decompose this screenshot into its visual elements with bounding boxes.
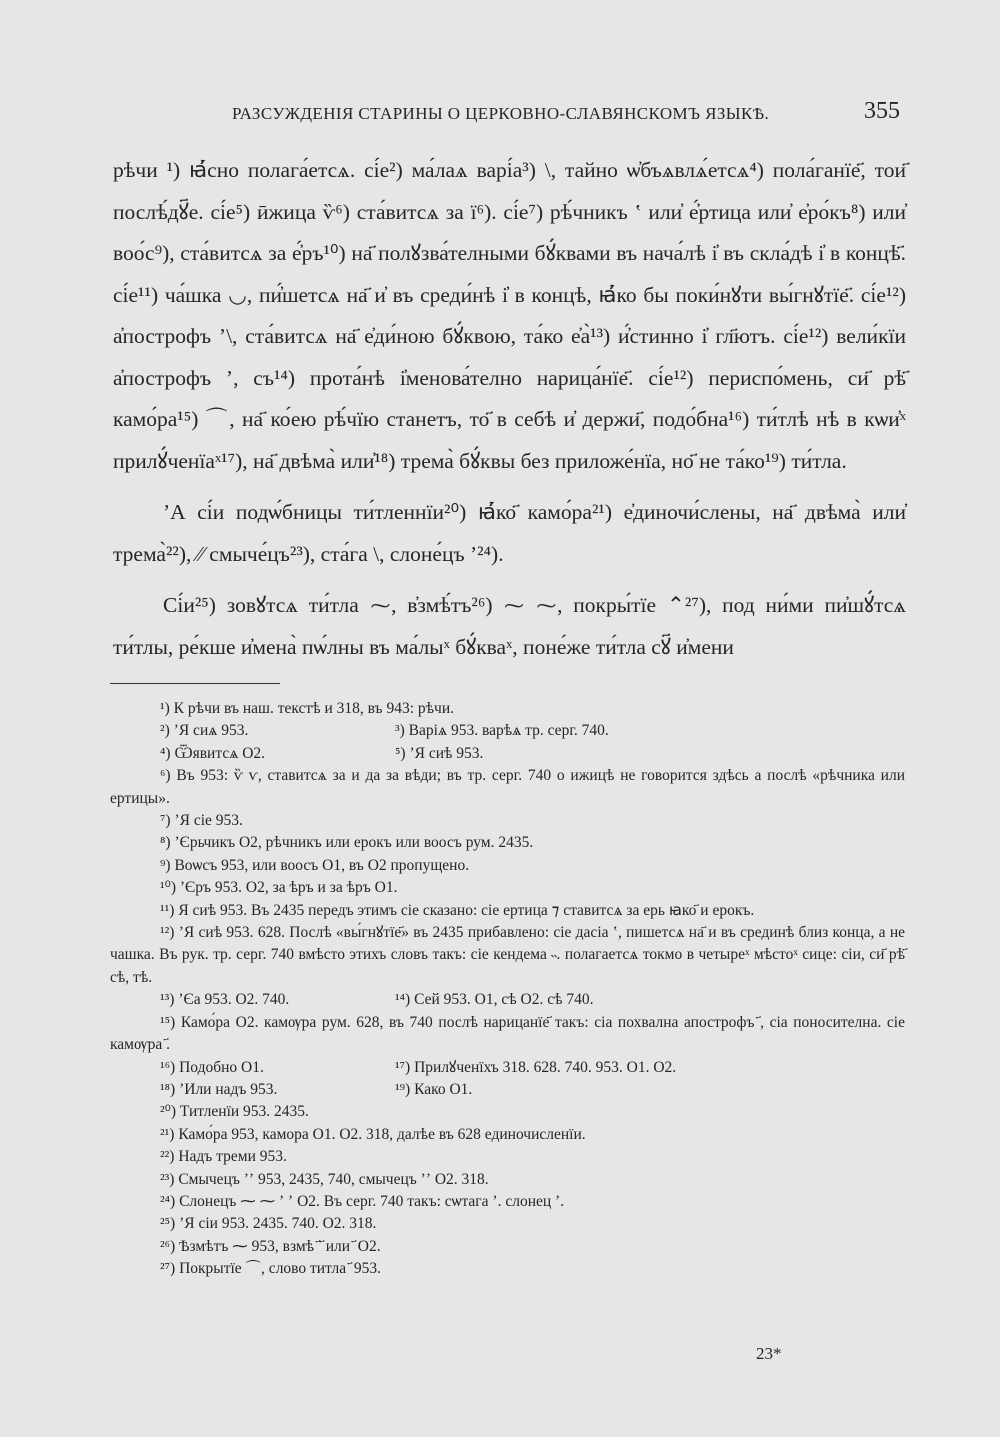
- footnote-16: ¹⁶) Подобно О1.: [160, 1058, 264, 1076]
- footnote-24: ²⁴) Слонецъ ⁓ ⁓ ʼ ʼ О2. Въ серг. 740 такъ: сѡтага ʼ. слонец ʼ.: [160, 1192, 565, 1210]
- footnote-row: [110, 720, 905, 742]
- footnote-6: ⁶) Въ 953: ѷ ѵ, ставитсѧ за и да за вѣди; въ тр. серг. 740 о ижицѣ не говорится здѣсь а послѣ «рѣчника или ертицы».: [110, 767, 905, 807]
- footnote-22: ²²) Надъ треми 953.: [160, 1148, 287, 1166]
- footnote-row: [110, 1079, 905, 1101]
- footnote-5: ⁵) ʼЯ сиѣ 953.: [395, 744, 484, 762]
- running-title: РАЗСУЖДЕНІЯ СТАРИНЫ О ЦЕРКОВНО-СЛАВЯНСКОМЪ ЯЗЫКѢ.: [232, 104, 770, 123]
- footnotes: [110, 698, 905, 1281]
- footnote-27: ²⁷) Покрытїе ⌒, слово титла ҃ 953.: [160, 1260, 381, 1278]
- footnote-9: ⁹) Воѡсъ 953, или воосъ О1, въ О2 пропущено.: [160, 856, 470, 874]
- footnote-20: ²⁰) Титленїи 953. 2435.: [160, 1103, 309, 1121]
- footnote-1: ¹) К рѣчи въ наш. текстѣ и 318, въ 943: рѣчи.: [160, 700, 455, 717]
- footnote-19: ¹⁹) Како О1.: [395, 1080, 473, 1098]
- footnote-row: [110, 1057, 905, 1079]
- footnote-23: ²³) Смычецъ ʼʼ 953, 2435, 740, смычецъ ʼʼ О2. 318.: [160, 1170, 489, 1188]
- footnote-12: ¹²) ʼЯ сиѣ 953. 628. Послѣ «вы́гнꙋтїе҃» въ 2435 прибавлено: сіе дасіа ʽ, пишетсѧ на҃ и въ срединѣ близ конца, а не чашка. Въ рук. тр. серг. 740 вмѣсто этихъ словъ такъ: сіе кендема ˵. полагаетсѧ токмо в четыреˣ мѣстоˣ сице: сіи, си҃ рѣ҃ сѣ, тѣ.: [110, 924, 905, 986]
- paragraph-2: ʼА сі́и подѡ́бницы ти́тленнїи²⁰) ꙗ҆́ко҃ камо́ра²¹) е҆диночи́слены, на҃ двѣма̀ или҆ трема̀²²), ⁄⁄ смыче́цъ²³), ста́га \, слоне́цъ ʼ²⁴).: [113, 500, 906, 566]
- paragraph-1: рѣчи ¹) ꙗ҆́сно полага́етсѧ. сі́е²) ма́лаѧ варі́а³) \, тайно ѡ҆бъѧвлѧ́етсѧ⁴) пола́ганїе҃, тои҃ послѣ́дꙋ҃е. сі́е⁵) ӣжица ѷ⁶) ста́витсѧ за ї⁶). сі́е⁷) рѣ́чникъ ʽ или҆ е҆́ртица или҆ е҆ро́къ⁸) или҆ воо́с⁹), ста́витсѧ за е҆́ръ¹⁰) на҃ полꙋзва́телными бꙋ́квами въ нача́лѣ і҆ въ скла́дѣ і҆ в концѣ҃. сі́е¹¹) ча́шка ◡, пи҆́шетсѧ на҃ и҆ въ среди́нѣ і҆ в концѣ, ꙗ҆́ко бы поки́нꙋти вы́гнꙋтїе҃. сі́е¹²) а҆построфъ ʼ\, ста́витсѧ на҃ е҆ди́ною бꙋ́квою, та́ко е҆а̀¹³) и҆́стинно і҆ гл҃ютъ. сі́е¹²) вели́кїи а҆построфъ ʼ, съ¹⁴) прота́нѣ і҆менова́телно нарица́нїе҃. сі́е¹²) периспо́мень, си҃ рѣ҃ камо́ра¹⁵) ⌒, на҃ ко́ею рѣ́чїю станетъ, то҃ в себѣ и҆ держи҃, подо́бна¹⁶) ти́тлѣ нѣ в кѡи҆ˣ прилꙋ́ченїаˣ¹⁷), на҃ двѣма̀ или҆¹⁸) трема̀ бꙋ́квы без приложе́нїа, но҃ не та́ко¹⁹) ти́тла.: [113, 158, 906, 473]
- footnote-row: [110, 989, 905, 1011]
- footnote-26: ²⁶) Ѣзмѣтъ ⁓ 953, взмѣ ҃ ҃ или ҃ О2.: [160, 1237, 381, 1255]
- signature-mark: 23*: [756, 1344, 782, 1363]
- paragraph-3: Сі́и²⁵) зовꙋтсѧ ти́тла ⁓, в҆змѣ́тъ²⁶) ⁓ ⁓, покры́тїе ⌃²⁷), под ни́ми пи҆шꙋ́тсѧ ти́тлы, ре́кше и҆мена̀ пѡ́лны въ ма́лыˣ бꙋ́кваˣ, поне́же ти́тла сꙋ҃ и҆мени: [113, 593, 906, 659]
- main-text: [113, 150, 906, 668]
- footnote-18: ¹⁸) ʼИли надъ 953.: [160, 1080, 278, 1098]
- footnote-7: ⁷) ʼЯ сіе 953.: [160, 812, 243, 830]
- footnote-separator: [110, 683, 280, 684]
- footnote-17: ¹⁷) Прилꙋченїхъ 318. 628. 740. 953. О1. О2.: [395, 1058, 677, 1076]
- footnote-25: ²⁵) ʼЯ сіи 953. 2435. 740. О2. 318.: [160, 1215, 377, 1233]
- footnote-21: ²¹) Камо́ра 953, камора О1. О2. 318, далѣе въ 628 единочисленїи.: [160, 1125, 586, 1143]
- page-number: 355: [864, 98, 900, 124]
- footnote-4: ⁴) Ѿявитсѧ О2.: [160, 744, 266, 762]
- footnote-15: ¹⁵) Камо́ра О2. камѹра рум. 628, въ 740 послѣ нарицанїе҃ такъ: сіа похвална апострофъ ҃, сіа поносителна. сіе камѹра ҃.: [110, 1013, 905, 1054]
- footnote-2: ²) ʼЯ сиѧ 953.: [160, 722, 249, 740]
- footnote-11: ¹¹) Я сиѣ 953. Въ 2435 передъ этимъ сіе сказано: сіе ертица ⁊ ставитсѧ за ерь ꙗко҃ и ерокъ.: [160, 901, 755, 919]
- footnote-10: ¹⁰) ʼЄръ 953. О2, за ѣръ и за ѣръ О1.: [160, 879, 398, 897]
- footnote-row: [110, 743, 905, 765]
- footnote-8: ⁸) ʼЄрьчикъ О2, рѣчникъ или ерокъ или воосъ рум. 2435.: [160, 834, 534, 852]
- footnote-13: ¹³) ʼЄа 953. О2. 740.: [160, 991, 290, 1009]
- footnote-14: ¹⁴) Сей 953. О1, сѣ О2. сѣ 740.: [395, 991, 594, 1009]
- footnote-3: ³) Варіѧ 953. варѣѧ тр. серг. 740.: [395, 722, 609, 740]
